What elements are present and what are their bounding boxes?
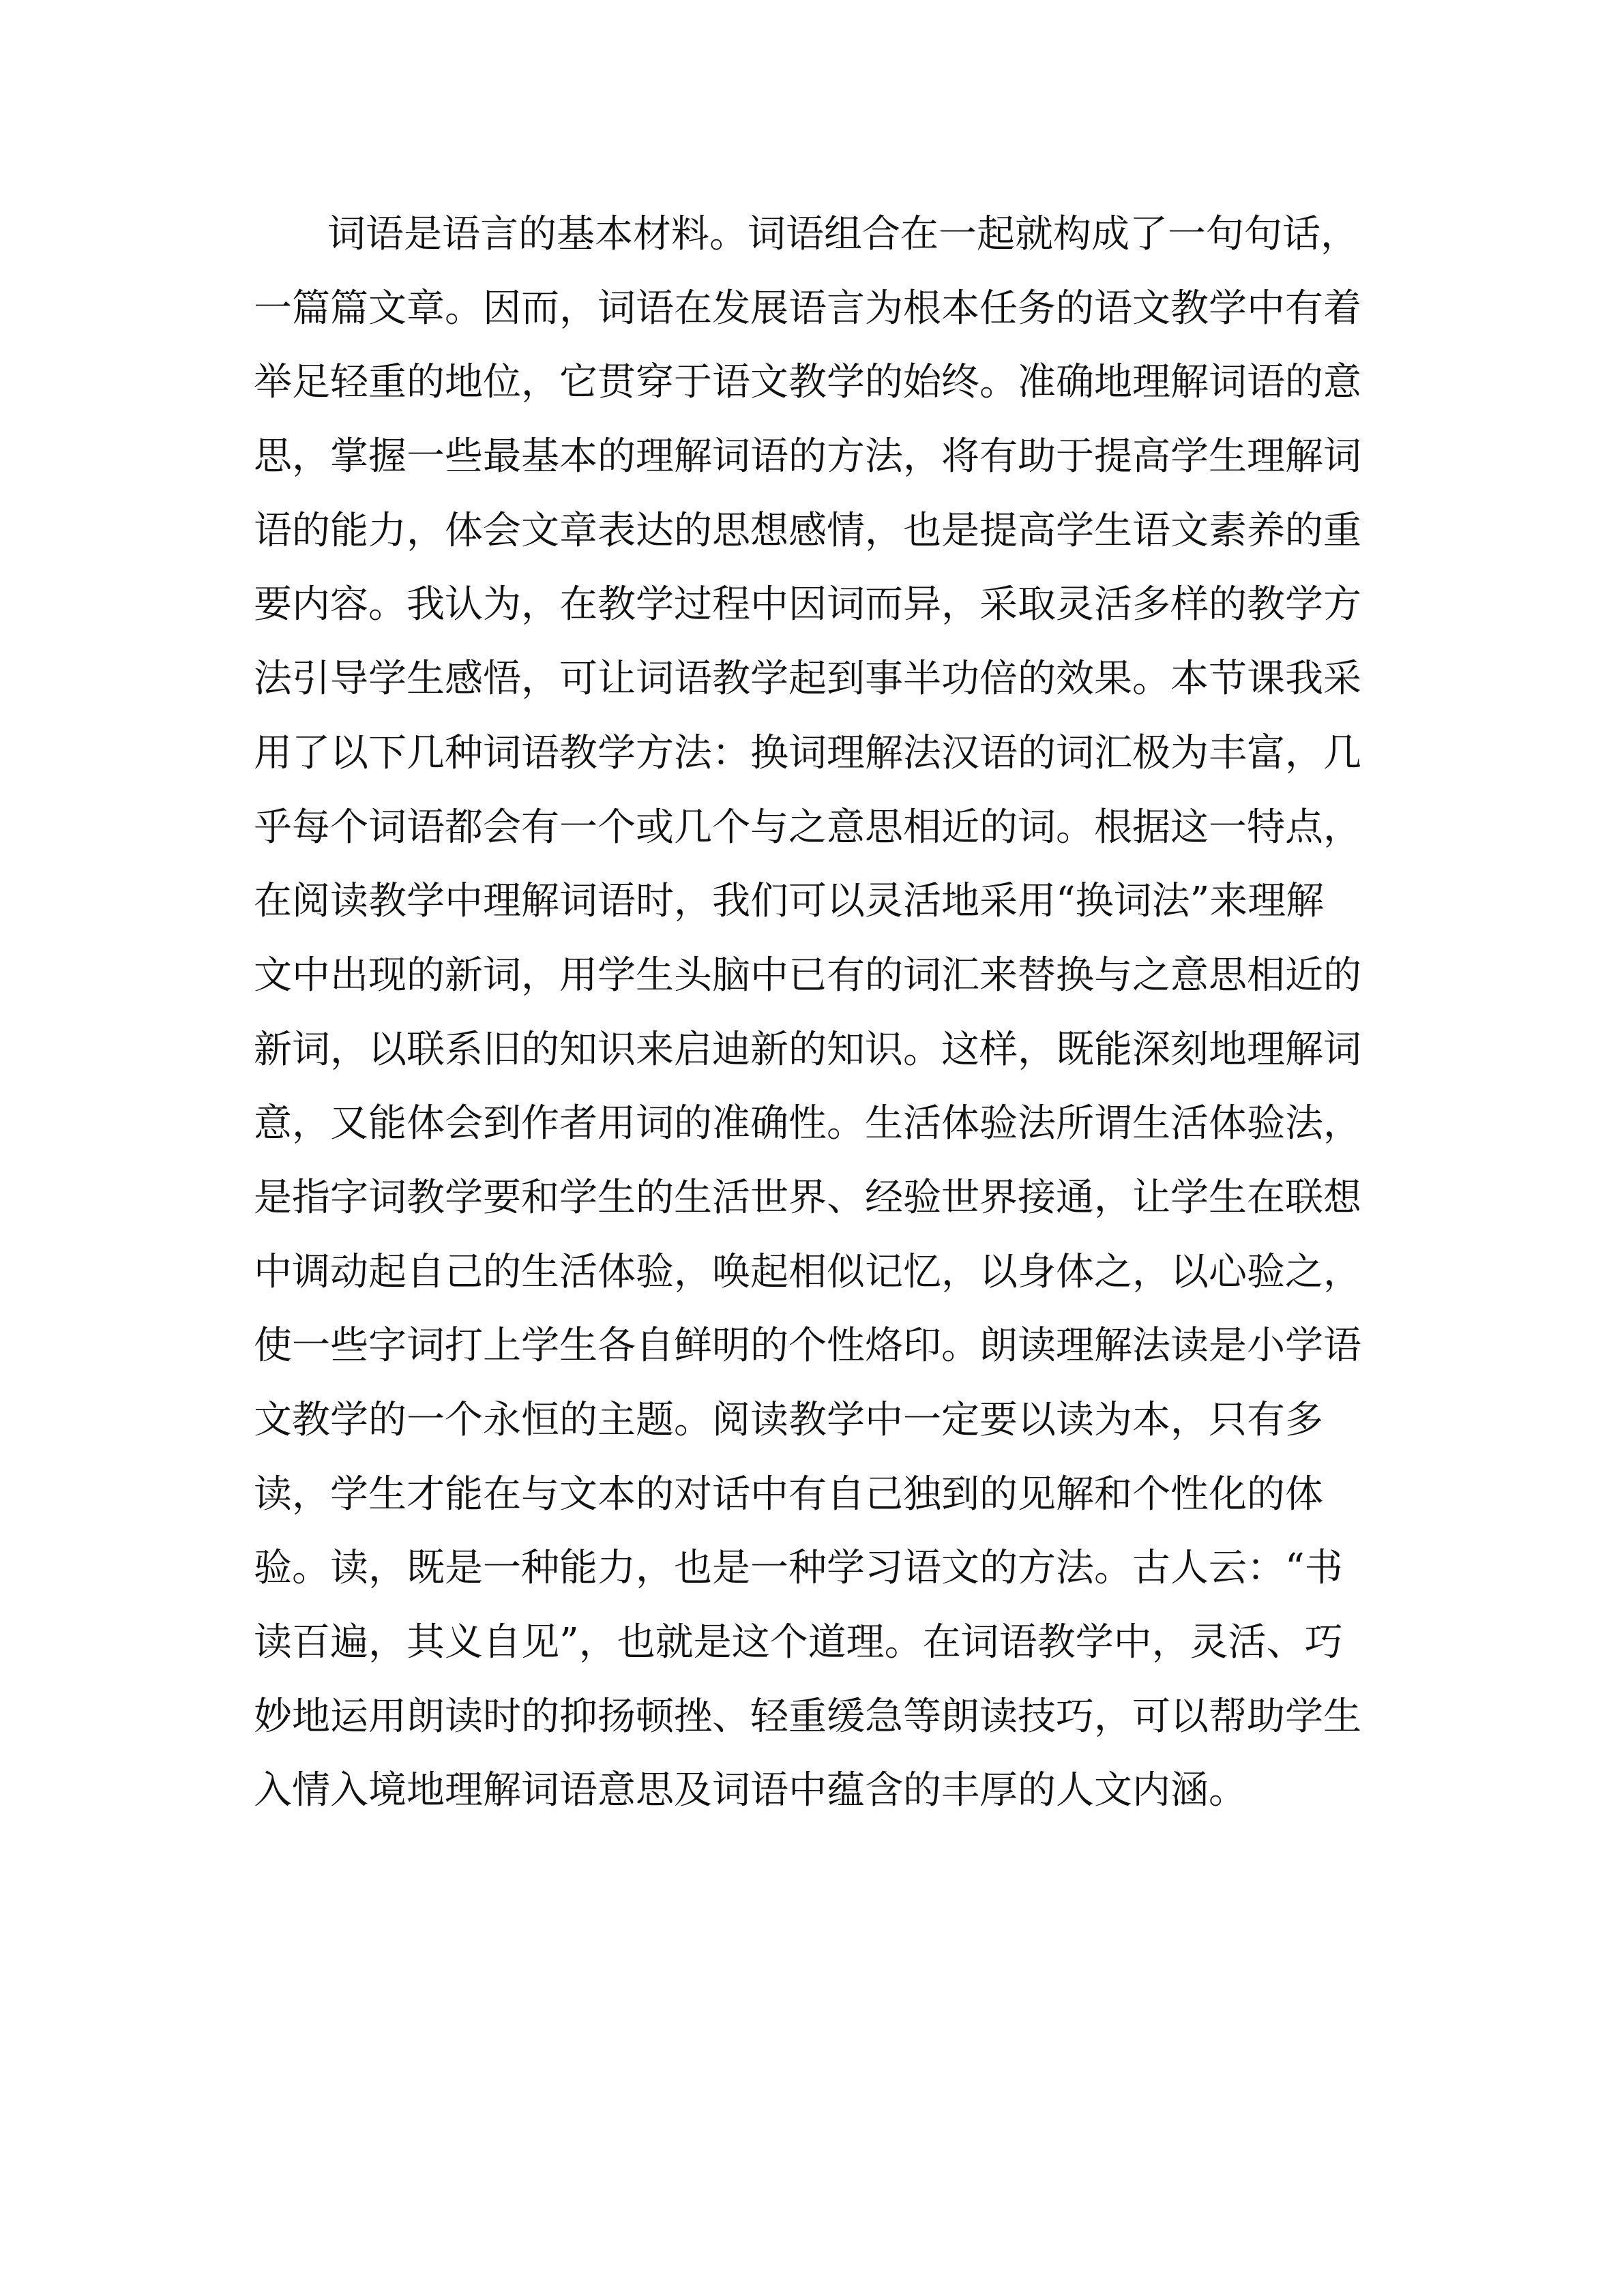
paragraph-line: 验。读，既是一种能力，也是一种学习语文的方法。古人云：“书 <box>254 1546 1343 1591</box>
paragraph-line: 入情入境地理解词语意思及词语中蕴含的丰厚的人文内涵。 <box>254 1768 1247 1813</box>
paragraph-line: 在阅读教学中理解词语时，我们可以灵活地采用“换词法”来理解 <box>254 879 1325 924</box>
paragraph-line: 妙地运用朗读时的抑扬顿挫、轻重缓急等朗读技巧，可以帮助学生 <box>254 1694 1361 1739</box>
paragraph-line: 读百遍，其义自见”，也就是这个道理。在词语教学中，灵活、巧 <box>254 1620 1343 1665</box>
paragraph-line: 文中出现的新词，用学生头脑中已有的词汇来替换与之意思相近的 <box>254 953 1361 998</box>
paragraph-line: 使一些字词打上学生各自鲜明的个性烙印。朗读理解法读是小学语 <box>254 1324 1361 1369</box>
paragraph-line: 新词，以联系旧的知识来启迪新的知识。这样，既能深刻地理解词 <box>254 1027 1361 1072</box>
paragraph-line: 思，掌握一些最基本的理解词语的方法，将有助于提高学生理解词 <box>254 434 1361 479</box>
paragraph-line: 是指字词教学要和学生的生活世界、经验世界接通，让学生在联想 <box>254 1175 1361 1220</box>
paragraph-line: 一篇篇文章。因而，词语在发展语言为根本任务的语文教学中有着 <box>254 286 1361 331</box>
paragraph-line: 中调动起自己的生活体验，唤起相似记忆，以身体之，以心验之， <box>254 1249 1361 1294</box>
paragraph-line: 词语是语言的基本材料。词语组合在一起就构成了一句句话， <box>327 212 1359 256</box>
paragraph-line: 用了以下几种词语教学方法：换词理解法汉语的词汇极为丰富，几 <box>254 730 1361 775</box>
paragraph-line: 举足轻重的地位，它贯穿于语文教学的始终。准确地理解词语的意 <box>254 360 1361 405</box>
paragraph-line: 读，学生才能在与文本的对话中有自己独到的见解和个性化的体 <box>254 1472 1323 1517</box>
paragraph-line: 要内容。我认为，在教学过程中因词而异，采取灵活多样的教学方 <box>254 582 1361 627</box>
paragraph-line: 文教学的一个永恒的主题。阅读教学中一定要以读为本，只有多 <box>254 1398 1323 1442</box>
paragraph-line: 法引导学生感悟，可让词语教学起到事半功倍的效果。本节课我采 <box>254 657 1361 702</box>
body-paragraph <box>254 198 1372 1828</box>
paragraph-line: 乎每个词语都会有一个或几个与之意思相近的词。根据这一特点， <box>254 805 1361 850</box>
paragraph-line: 语的能力，体会文章表达的思想感情，也是提高学生语文素养的重 <box>254 508 1361 553</box>
paragraph-line: 意，又能体会到作者用词的准确性。生活体验法所谓生活体验法， <box>254 1101 1361 1146</box>
